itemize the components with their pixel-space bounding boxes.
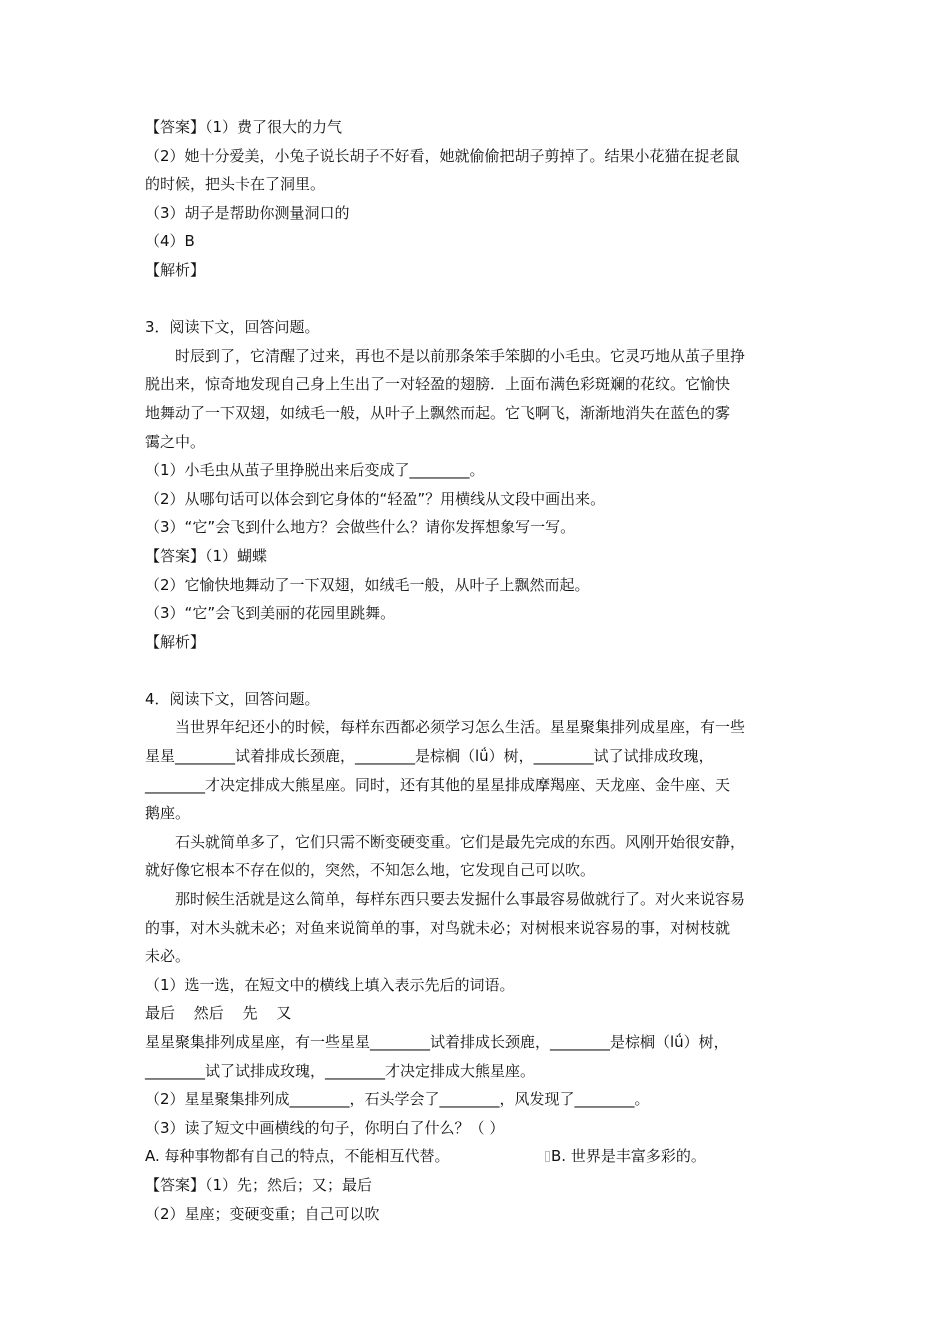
q4-fill-line-2: ________试了试排成玫瑰，________才决定排成大熊星座。	[145, 1061, 536, 1080]
q4-options	[145, 1142, 810, 1171]
q2-answer-2-line-2: 的时候，把头卡在了洞里。	[145, 175, 326, 194]
q4-passage-line: 鹅座。	[145, 804, 191, 823]
q2-answer-1-line	[145, 113, 810, 142]
answer-text: （1）蝴蝶	[205, 546, 268, 565]
q4-fill-line-1: 星星聚集排列成星座，有一些星星________试着排成长颈鹿，________是棕榈（lǘ）树，	[145, 1033, 729, 1051]
q3-question-1: （1）小毛虫从茧子里挣脱出来后变成了________。	[145, 461, 485, 480]
q2-answer-3: （3）胡子是帮助你测量洞口的	[145, 203, 350, 222]
q2-answer-2-line-1: （2）她十分爱美，小兔子说长胡子不好看，她就偷偷把胡子剪掉了。结果小花猫在捉老鼠	[145, 146, 740, 165]
answer-label: 【答案】	[145, 546, 206, 565]
answer-text: （1）先；然后；又；最后	[205, 1175, 373, 1194]
q4-passage-line: 石头就简单多了，它们只需不断变硬变重。它们是最先完成的东西。风刚开始很安静，	[175, 832, 746, 851]
q3-question-2: （2）从哪句话可以体会到它身体的“轻盈”？用横线从文段中画出来。	[145, 489, 606, 508]
q4-passage-line: 的事，对木头就未必；对鱼来说简单的事，对鸟就未必；对树根来说容易的事，对树枝就	[145, 918, 731, 937]
option-b: B. 世界是丰富多彩的。	[551, 1147, 706, 1166]
document-content	[145, 113, 810, 1228]
q3-passage-line: 地舞动了一下双翅，如绒毛一般，从叶子上飘然而起。它飞啊飞，渐渐地消失在蓝色的雾	[145, 403, 731, 422]
q4-question-3: （3）读了短文中画横线的句子，你明白了什么？（ ）	[145, 1118, 505, 1137]
q3-analysis-label: 【解析】	[145, 632, 206, 651]
anchor-mark-icon	[545, 1151, 550, 1162]
answer-label: 【答案】	[145, 118, 206, 136]
q4-question-2: （2）星星聚集排列成________，石头学会了________，风发现了________。	[145, 1090, 650, 1109]
q4-passage-line: 未必。	[145, 947, 191, 966]
q2-answer-4: （4）B	[145, 232, 195, 251]
q3-question-3: （3）“它”会飞到什么地方？会做些什么？请你发挥想象写一写。	[145, 518, 576, 537]
q3-title: 3．阅读下文，回答问题。	[145, 318, 320, 337]
q3-passage-line: 时辰到了，它清醒了过来，再也不是以前那条笨手笨脚的小毛虫。它灵巧地从茧子里挣	[175, 346, 746, 365]
q3-passage-line: 脱出来，惊奇地发现自己身上生出了一对轻盈的翅膀．上面布满色彩斑斓的花纹。它愉快	[145, 375, 731, 394]
q4-passage-line: 就好像它根本不存在似的，突然，不知怎么地，它发现自己可以吹。	[145, 861, 596, 880]
q4-question-1: （1）选一选，在短文中的横线上填入表示先后的词语。	[145, 975, 515, 994]
word-choice: 最后	[145, 1004, 176, 1023]
word-choice: 先	[242, 1004, 258, 1023]
q4-passage-line: 星星________试着排成长颈鹿，________是棕榈（lǘ）树，________试了试排成玫瑰，	[145, 747, 714, 766]
q4-title: 4．阅读下文，回答问题。	[145, 689, 320, 708]
answer-label: 【答案】	[145, 1175, 206, 1194]
answer-text: （1）费了很大的力气	[205, 118, 343, 136]
q3-answer-3: （3）“它”会飞到美丽的花园里跳舞。	[145, 604, 396, 623]
q4-word-choices	[145, 999, 810, 1028]
q4-passage-line: 当世界年纪还小的时候，每样东西都必须学习怎么生活。星星聚集排列成星座，有一些	[175, 718, 746, 737]
q3-passage-line: 霭之中。	[145, 432, 206, 451]
option-b-wrapper	[545, 1142, 706, 1171]
option-a: A. 每种事物都有自己的特点，不能相互代替。	[145, 1147, 450, 1166]
q3-answer-2: （2）它愉快地舞动了一下双翅，如绒毛一般，从叶子上飘然而起。	[145, 575, 590, 594]
q4-answer-2: （2）星座；变硬变重；自己可以吹	[145, 1204, 380, 1223]
q3-answer-1-line	[145, 542, 810, 571]
word-choice: 然后	[193, 1004, 224, 1023]
q4-passage-line: 那时候生活就是这么简单，每样东西只要去发掘什么事最容易做就行了。对火来说容易	[175, 890, 746, 909]
q4-answer-1-line	[145, 1171, 810, 1200]
q2-analysis-label: 【解析】	[145, 260, 206, 279]
word-choice: 又	[276, 1004, 292, 1023]
q4-passage-line: ________才决定排成大熊星座。同时，还有其他的星星排成摩羯座、天龙座、金牛座、天	[145, 775, 731, 794]
